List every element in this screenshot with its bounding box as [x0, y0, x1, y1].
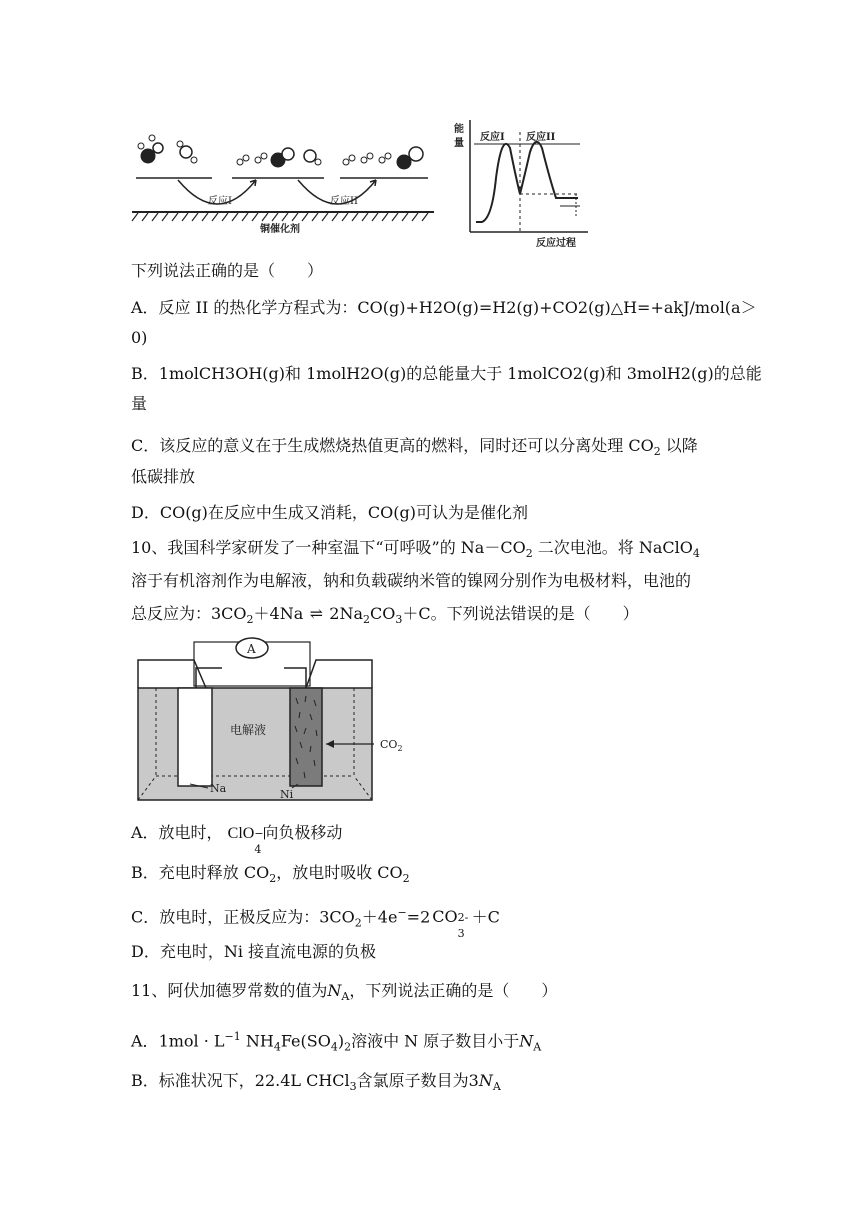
catalyst-label: 铜催化剂	[260, 224, 300, 235]
catalyst-hatching	[132, 213, 428, 221]
q9-option-c-line1: C．该反应的意义在于生成燃烧热值更高的燃料，同时还可以分离处理 $CO_2$ 以降	[131, 436, 698, 459]
stage-label-reaction1: 反应I	[480, 132, 505, 143]
q9-option-a-line2: 0)	[131, 328, 148, 347]
q11-option-a: A．$1mol \cdot L^{-1}$ $NH_4Fe(SO_4)_2$溶液中 N 原子数目小于$N_A$	[131, 1030, 542, 1054]
q9-option-d: D．CO(g)在反应中生成又消耗，CO(g)可认为是催化剂	[131, 503, 529, 522]
molecule-group-2	[237, 148, 321, 167]
battery-diagram-figure	[134, 636, 430, 806]
q10-stem-line1: 10、我国科学家研发了一种室温下“可呼吸”的 $Na-CO_2$ 二次电池。将 NaClO$_4$	[131, 538, 700, 561]
ammeter-label: A	[247, 642, 256, 656]
energy-axis-label-bottom: 量	[454, 138, 464, 149]
q10-option-c: C．放电时，正极反应为：$3CO_2+4e^-=2$ CO 2- 3 ＋C	[131, 906, 500, 941]
reaction1-label: 反应I	[208, 196, 232, 207]
sodium-electrode	[178, 688, 212, 786]
q11-option-b: B．标准状况下，22.4L CHCl$_3$含氯原子数目为$3N_A$	[131, 1071, 501, 1094]
catalyst-scheme-figure	[128, 118, 440, 238]
reversible-arrow-icon: ⇌	[309, 604, 323, 623]
q10-stem-line2: 溶于有机溶剂作为电解液，钠和负载碳纳米管的镍网分别作为电极材料，电池的	[131, 571, 692, 590]
q9-stem: 下列说法正确的是（ ）	[131, 261, 324, 280]
ni-label: Ni	[280, 788, 294, 801]
q11-stem: 11、阿伏加德罗常数的值为$N_A$，下列说法正确的是（ ）	[131, 981, 558, 1004]
reaction2-label: 反应II	[330, 196, 358, 207]
na-label: Na	[210, 782, 227, 795]
nickel-electrode	[290, 688, 322, 786]
energy-profile-figure	[452, 118, 592, 250]
q10-option-b: B．充电时释放 $CO_2$，放电时吸收 $CO_2$	[131, 863, 410, 886]
energy-axis-label-top: 能	[454, 124, 464, 135]
q9-option-b-line2: 量	[131, 394, 148, 413]
molecule-group-3	[343, 147, 423, 169]
stage-label-reaction2: 反应II	[526, 132, 556, 143]
q9-option-c-line2: 低碳排放	[131, 467, 196, 486]
molecule-group-1	[138, 135, 197, 163]
electrolyte-label: 电解液	[230, 723, 267, 737]
process-axis-label: 反应过程	[536, 238, 576, 249]
q10-option-a: A．放电时， ClO − 4 向负极移动	[131, 823, 343, 856]
q10-option-d: D．充电时，Ni 接直流电源的负极	[131, 942, 377, 961]
q10-stem-line3: 总反应为：$3CO_2+4Na$ ⇌ $2Na_2CO_3+C$。下列说法错误的是（ ）	[131, 604, 639, 627]
co2-label: $CO_2$	[380, 738, 403, 753]
q9-option-b-line1: B．1molCH3OH(g)和 1molH2O(g)的总能量大于 1molCO2(g)和 3molH2(g)的总能	[131, 364, 762, 383]
energy-curve	[476, 142, 578, 222]
q9-option-a-line1: A．反应 II 的热化学方程式为：CO(g)+H2O(g)=H2(g)+CO2(g)△H=+akJ/mol(a＞	[131, 298, 757, 317]
